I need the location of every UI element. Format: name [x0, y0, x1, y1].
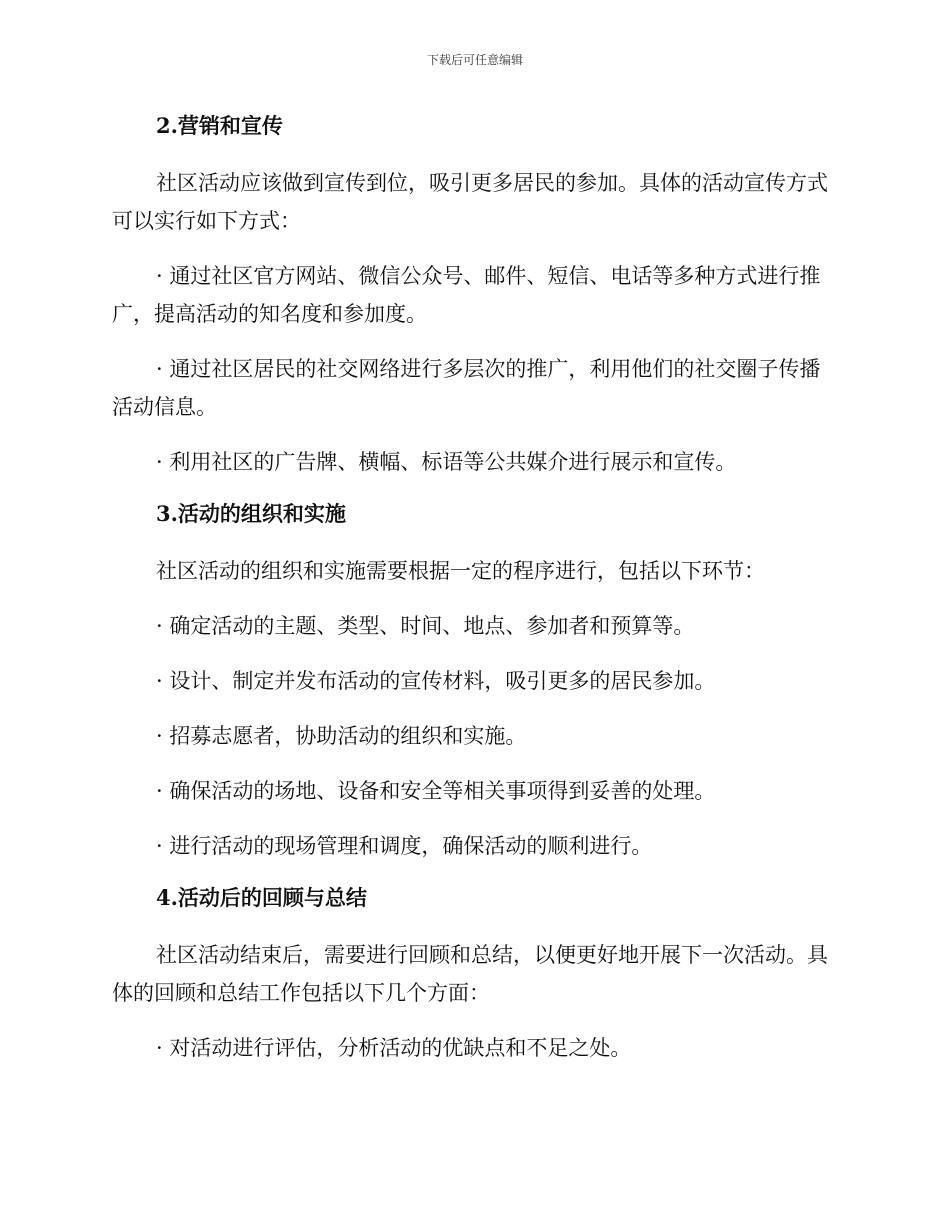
paragraph-review-intro: 社区活动结束后，需要进行回顾和总结，以便更好地开展下一次活动。具体的回顾和总结工作包括以下几个方面： — [112, 943, 828, 1005]
bullet-item: · 确定活动的主题、类型、时间、地点、参加者和预算等。 — [156, 614, 695, 638]
bullet-item: · 确保活动的场地、设备和安全等相关事项得到妥善的处理。 — [156, 779, 716, 803]
bullet-item: · 通过社区官方网站、微信公众号、邮件、短信、电话等多种方式进行推广，提高活动的知名度和参加度。 — [112, 264, 821, 326]
bullet-item: · 进行活动的现场管理和调度，确保活动的顺利进行。 — [156, 834, 653, 858]
document-body — [112, 110, 832, 1084]
bullet-item: · 招募志愿者，协助活动的组织和实施。 — [156, 724, 527, 748]
bullet-item: · 设计、制定并发布活动的宣传材料，吸引更多的居民参加。 — [156, 669, 716, 693]
section-heading-marketing: 2.营销和宣传 — [156, 113, 283, 138]
bullet-item: · 对活动进行评估，分析活动的优缺点和不足之处。 — [156, 1036, 632, 1060]
page-header: 下载后可任意编辑 — [426, 53, 523, 67]
paragraph-marketing-intro: 社区活动应该做到宣传到位，吸引更多居民的参加。具体的活动宣传方式可以实行如下方式： — [112, 171, 828, 233]
bullet-item: · 利用社区的广告牌、横幅、标语等公共媒介进行展示和宣传。 — [156, 450, 737, 474]
section-heading-review: 4.活动后的回顾与总结 — [156, 885, 367, 910]
section-heading-organization: 3.活动的组织和实施 — [156, 501, 346, 526]
bullet-item: · 通过社区居民的社交网络进行多层次的推广，利用他们的社交圈子传播活动信息。 — [112, 357, 821, 419]
paragraph-organization-intro: 社区活动的组织和实施需要根据一定的程序进行，包括以下环节： — [156, 559, 765, 583]
